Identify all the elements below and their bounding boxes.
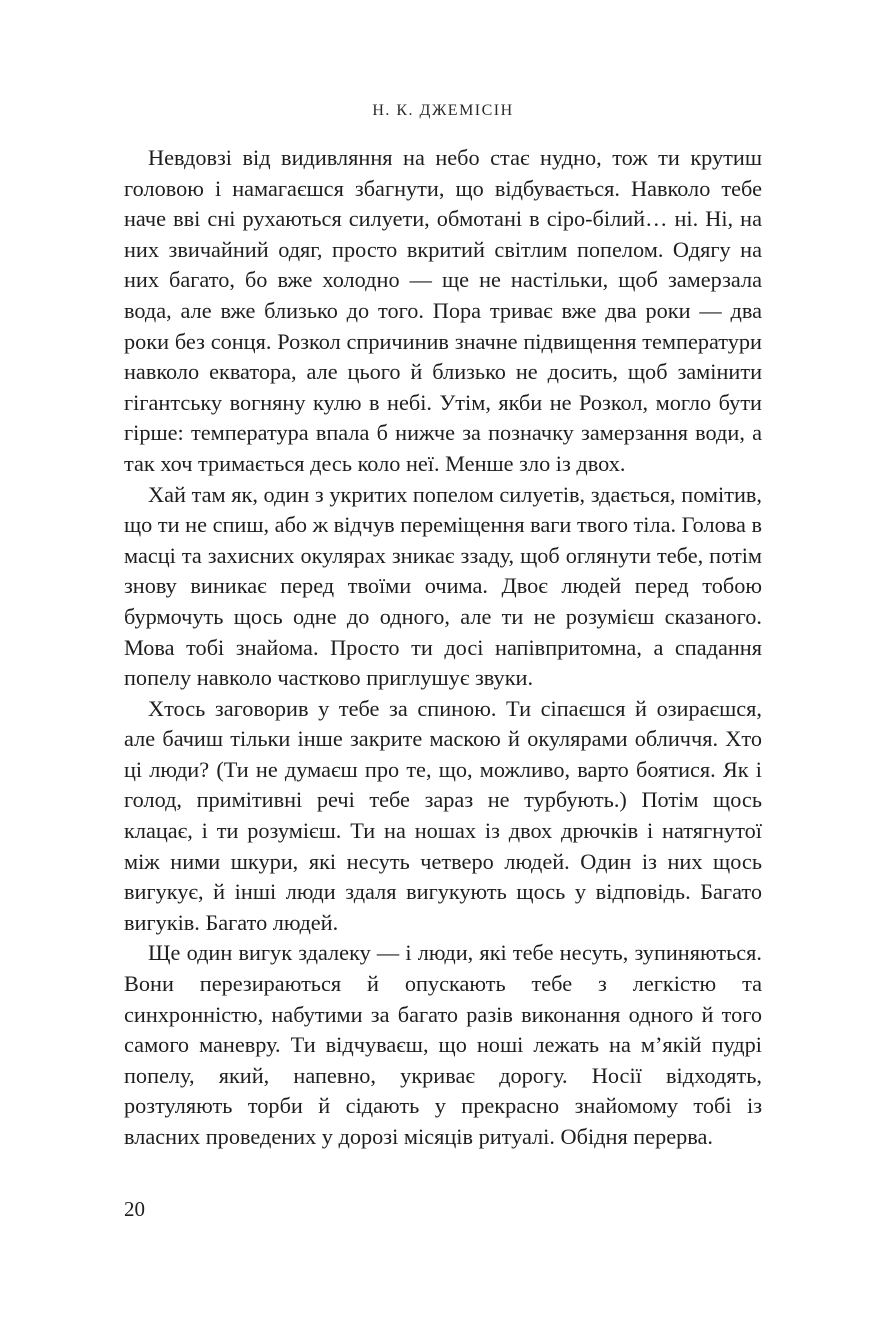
paragraph: Хай там як, один з укритих попелом силуетів, здається, помітив, що ти не спиш, або ж відчув переміщення ваги твого тіла. Голова в масці та захисних окулярах зникає ззаду, щоб оглянути тебе, потім знову виникає перед твоїми очима. Двоє людей перед тобою бурмочуть щось одне до одного, але ти не розумієш сказаного. Мова тобі знайома. Просто ти досі напівпритомна, а спадання попелу навколо частково приглушує звуки.: [124, 481, 762, 691]
running-header: Н. К. ДЖЕМІСІН: [372, 102, 514, 119]
body-text: [124, 143, 762, 1153]
paragraph: Хтось заговорив у тебе за спиною. Ти сіпаєшся й озираєшся, але бачиш тільки інше закрите маскою й окулярами обличчя. Хто ці люди? (Ти не думаєш про те, що, можливо, варто боятися. Як і голод, примітивні речі тебе зараз не турбують.) Потім щось клацає, і ти розумієш. Ти на ношах із двох дрючків і натягнутої між ними шкури, які несуть четверо людей. Один із них щось вигукує, й інші люди здаля вигукують щось у відповідь. Багато вигуків. Багато людей.: [124, 695, 762, 935]
paragraph: Ще один вигук здалеку — і люди, які тебе несуть, зупиняються. Вони перезираються й опускають тебе з легкістю та синхронністю, набутими за багато разів виконання одного й того самого маневру. Ти відчуваєш, що ноші лежать на м’якій пудрі попелу, який, напевно, укриває дорогу. Носії відходять, розтуляють торби й сідають у прекрасно знайомому тобі із власних проведених у дорозі місяців ритуалі. Обідня перерва.: [124, 940, 762, 1149]
paragraph: Невдовзі від видивляння на небо стає нудно, тож ти крутиш головою і намагаєшся збагнути, що відбувається. Навколо тебе наче вві сні рухаються силуети, обмотані в сіро-білий… ні. Ні, на них звичайний одяг, просто вкритий світлим попелом. Одягу на них багато, бо вже холодно — ще не настільки, щоб замерзала вода, але вже близько до того. Пора триває вже два роки — два роки без сонця. Розкол спричинив значне підвищення температури навколо екватора, але цього й близько не досить, щоб замінити гігантську вогняну кулю в небі. Утім, якби не Розкол, могло бути гірше: температура впала б нижче за позначку замерзання води, а так хоч тримається десь коло неї. Менше зло із двох.: [124, 145, 762, 476]
page-number: 20: [124, 1197, 145, 1221]
